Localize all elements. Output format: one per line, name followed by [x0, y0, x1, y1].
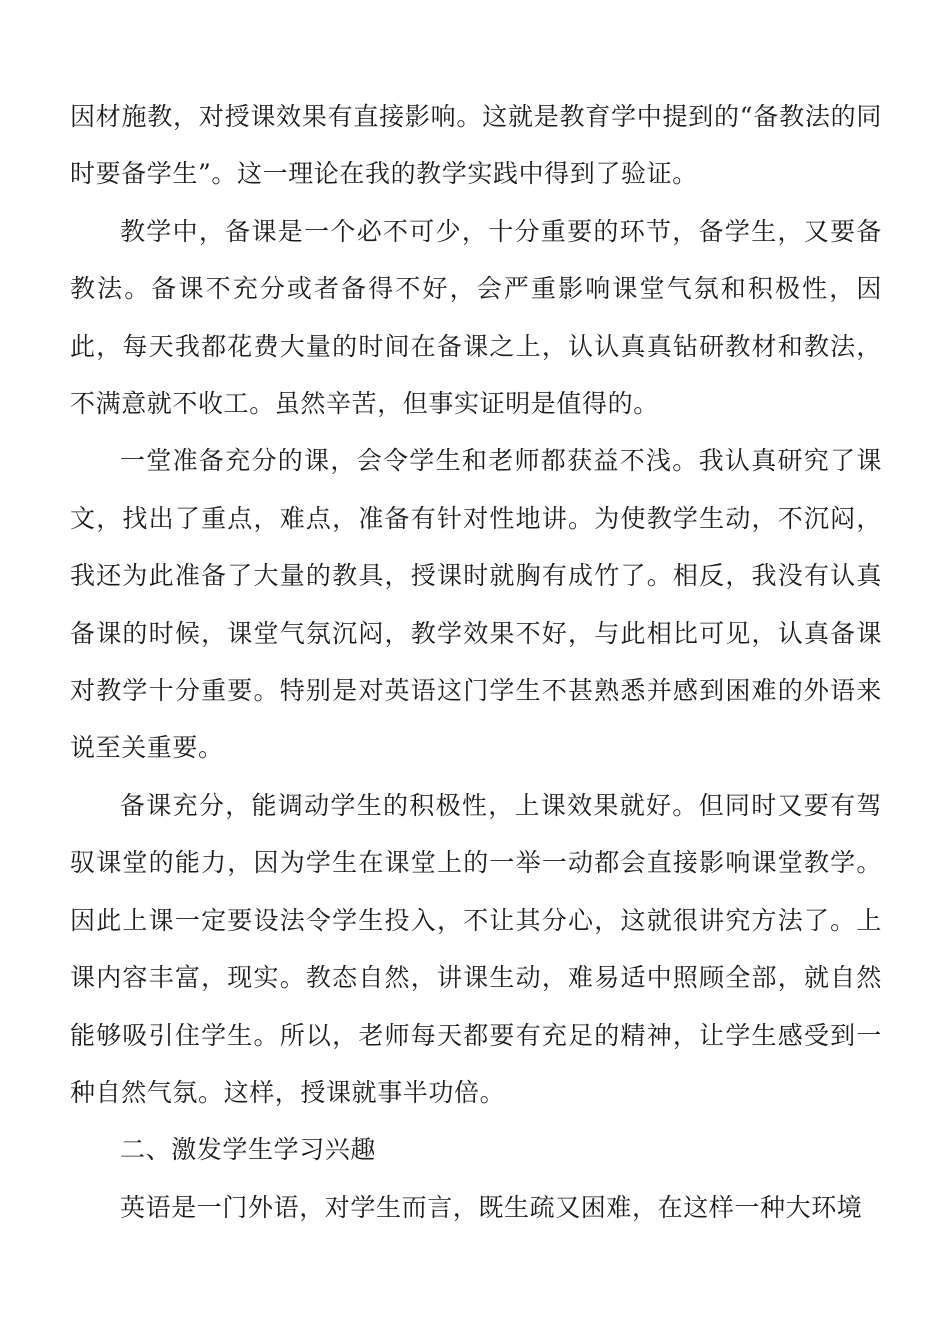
paragraph-lesson-preparation: 教学中，备课是一个必不可少，十分重要的环节，备学生，又要备教法。备课不充分或者备得不好，会严重影响课堂气氛和积极性，因此，每天我都花费大量的时间在备课之上，认认真真钻研教材和教法，不满意就不收工。虽然辛苦，但事实证明是值得的。 [70, 216, 882, 419]
section-heading: 二、激发学生学习兴趣 [120, 1135, 377, 1165]
paragraph-classroom-control: 备课充分，能调动学生的积极性，上课效果就好。但同时又要有驾驭课堂的能力，因为学生在课堂上的一举一动都会直接影响课堂教学。因此上课一定要设法令学生投入，不让其分心，这就很讲究方法了。上课内容丰富，现实。教态自然，讲课生动，难易适中照顾全部，就自然能够吸引住学生。所以，老师每天都要有充足的精神，让学生感受到一种自然气氛。这样，授课就事半功倍。 [70, 790, 882, 1107]
paragraph-english-foreign-language: 英语是一门外语，对学生而言，既生疏又困难，在这样一种大环境 [120, 1192, 863, 1222]
document-page [70, 88, 882, 1236]
paragraph-continuation: 因材施教，对授课效果有直接影响。这就是教育学中提到的“备教法的同时要备学生”。这一理论在我的教学实践中得到了验证。 [70, 102, 882, 189]
paragraph-well-prepared-class: 一堂准备充分的课，会令学生和老师都获益不浅。我认真研究了课文，找出了重点，难点，准备有针对性地讲。为使教学生动，不沉闷，我还为此准备了大量的教具，授课时就胸有成竹了。相反，我没有认真备课的时候，课堂气氛沉闷，教学效果不好，与此相比可见，认真备课对教学十分重要。特别是对英语这门学生不甚熟悉并感到困难的外语来说至关重要。 [70, 446, 882, 763]
